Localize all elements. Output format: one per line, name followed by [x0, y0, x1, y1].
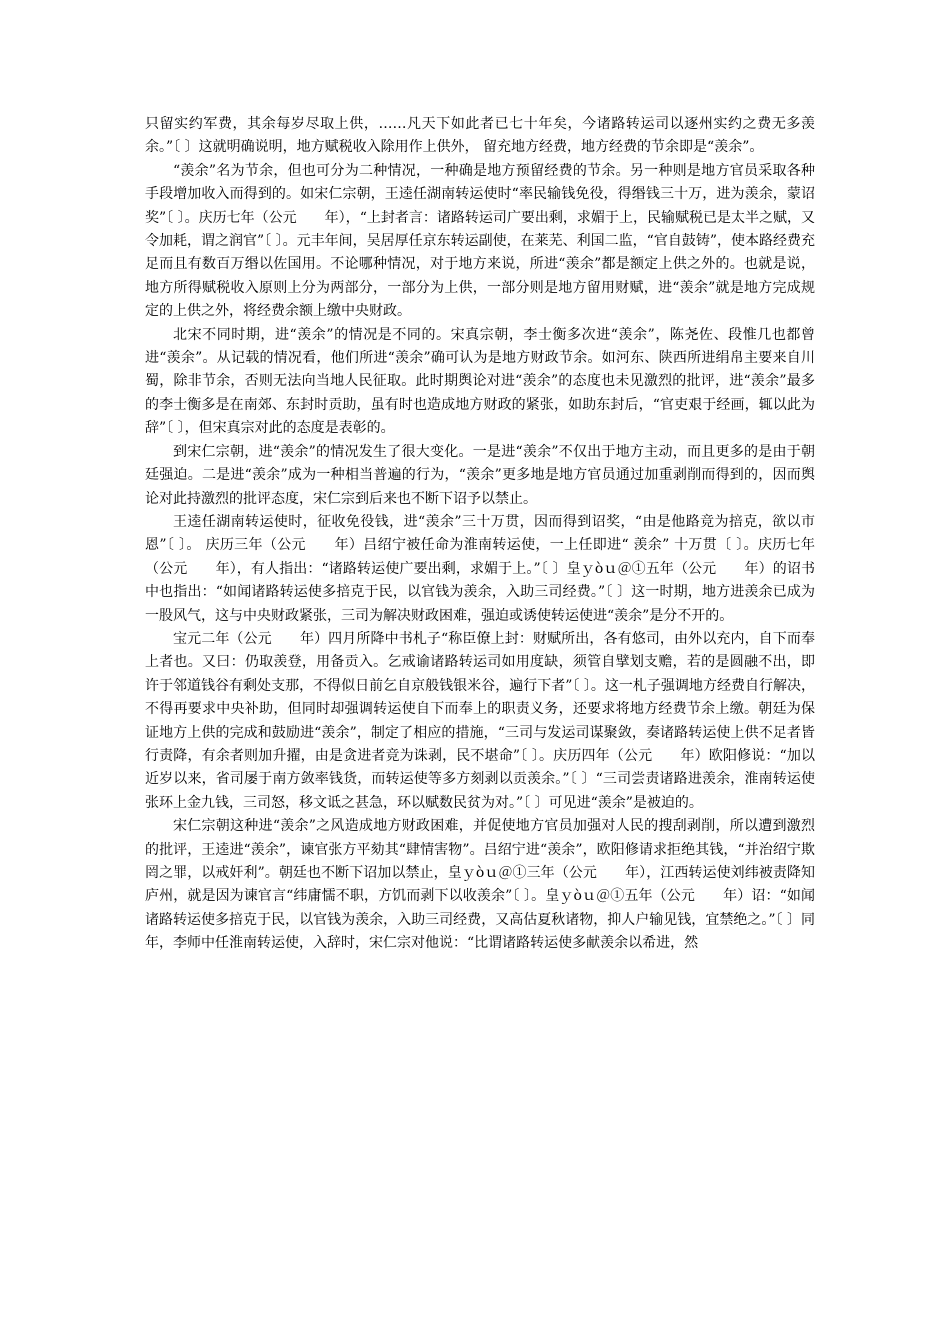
- paragraph-5: 王逵任湖南转运使时，征收免役钱，进“羡余”三十万贯，因而得到诏奖，“由是他路竞为掊克，欲以市恩”〔 〕。 庆历三年（公元 年）吕绍宁被任命为淮南转运使，一上任即进“ 羡余” 十万贯〔 〕。庆历七年（公元 年），有人指出：“诸路转运使广要出剩，求媚于上。”〔 〕皇ｙòｕ＠①五年（公元 年）的诏书中也指出：“如闻诸路转运使多掊克于民，以官钱为羡余，入助三司经费。”〔 〕这一时期，地方进羡余已成为一股风气，这与中央财政紧张，三司为解决财政困难，强迫或诱使转运使进“羡余”是分不开的。: [145, 513, 815, 624]
- paragraph-6: 宝元二年（公元 年）四月所降中书札子“称臣僚上封：财赋所出，各有悠司，由外以充内，自下而奉上者也。又曰：仍取羡登，用备贡入。乞戒谕诸路转运司如用度缺，须管自擘划支赡，若的是圆融不出，即许于邻道钱谷有剩处支那，不得似日前乞自京般钱银米谷，遍行下者”〔 〕。这一札子强调地方经费自行解决，不得再要求中央补助，但同时却强调转运使自下而奉上的职责义务，还要求将地方经费节余上缴。朝廷为保证地方上供的完成和鼓励进“羡余”，制定了相应的措施，“三司与发运司谋聚敛，奏诸路转运使上供不足者皆行责降，有余者则加升擢，由是贪进者竞为诛剥，民不堪命”〔 〕。庆历四年（公元 年）欧阳修说：“加以近岁以来，省司屡于南方敛率钱货，而转运使等多方刻剥以贡羡余。”〔 〕“三司尝责诸路进羡余，淮南转运使张环上金九钱，三司怒，移文诋之甚急，环以赋数民贫为对。”〔 〕可见进“羡余”是被迫的。: [145, 630, 815, 811]
- paragraph-1: 只留实约军费，其余每岁尽取上供，……凡天下如此者已七十年矣，今诸路转运司以逐州实约之费无多羡余。”〔 〕这就明确说明，地方赋税收入除用作上供外， 留充地方经费，地方经费的节余即是“羡余”。: [145, 116, 815, 156]
- document-page: [145, 113, 815, 956]
- paragraph-4: 到宋仁宗朝，进“羡余”的情况发生了很大变化。一是进“羡余”不仅出于地方主动，而且更多的是由于朝廷强迫。二是进“羡余”成为一种相当普遍的行为，“羡余”更多地是地方官员通过加重剥削而得到的，因而舆论对此持激烈的批评态度，宋仁宗到后来也不断下诏予以禁止。: [145, 443, 815, 507]
- paragraph-2: “羡余”名为节余，但也可分为二种情况，一种确是地方预留经费的节余。另一种则是地方官员采取各种手段增加收入而得到的。如宋仁宗朝，王逵任湖南转运使时“率民输钱免役，得缗钱三十万，进为羡余，蒙诏奖”〔 〕。庆历七年（公元 年），“上封者言：诸路转运司广要出剩，求媚于上，民输赋税已是太半之赋，又令加耗，谓之润官”〔 〕。元丰年间，吴居厚任京东转运副使，在莱芜、利国二监，“官自鼓铸”，使本路经费充足而且有数百万缗以佐国用。不论哪种情况，对于地方来说，所进“羡余”都是额定上供之外的。也就是说，地方所得赋税收入原则上分为两部分，一部分为上供，一部分则是地方留用财赋，进“羡余”就是地方完成规定的上供之外，将经费余额上缴中央财政。: [145, 162, 815, 320]
- paragraph-7: 宋仁宗朝这种进“羡余”之风造成地方财政困难，并促使地方官员加强对人民的搜刮剥削，所以遭到激烈的批评，王逵进“羡余”，谏官张方平劾其“肆情害物”。吕绍宁进“羡余”，欧阳修请求拒绝其钱，“并治绍宁欺罔之罪，以戒奸利”。朝廷也不断下诏加以禁止，皇ｙòｕ＠①三年（公元 年），江西转运使刘纬被责降知庐州，就是因为谏官言“纬庸懦不职，方饥而剥下以收羡余”〔 〕。皇ｙòｕ＠①五年（公元 年）诏：“如闻诸路转运使多掊克于民，以官钱为羡余，入助三司经费，又高估夏秋诸物，抑人户输见钱，宜禁绝之。”〔 〕同年，李师中任淮南转运使，入辞时，宋仁宗对他说：“比谓诸路转运使多献羡余以希进，然: [145, 818, 815, 952]
- paragraph-3: 北宋不同时期，进“羡余”的情况是不同的。宋真宗朝，李士衡多次进“羡余”，陈尧佐、段惟几也都曾进“羡余”。从记载的情况看，他们所进“羡余”确可认为是地方财政节余。如河东、陕西所进绢帛主要来自川蜀，除非节余，否则无法向当地人民征取。此时期舆论对进“羡余”的态度也未见激烈的批评，进“羡余”最多的李士衡多是在南郊、东封时贡助，虽有时也造成地方财政的紧张，如助东封后，“官吏艰于经画，辄以此为辞”〔 〕，但宋真宗对此的态度是表彰的。: [145, 326, 815, 437]
